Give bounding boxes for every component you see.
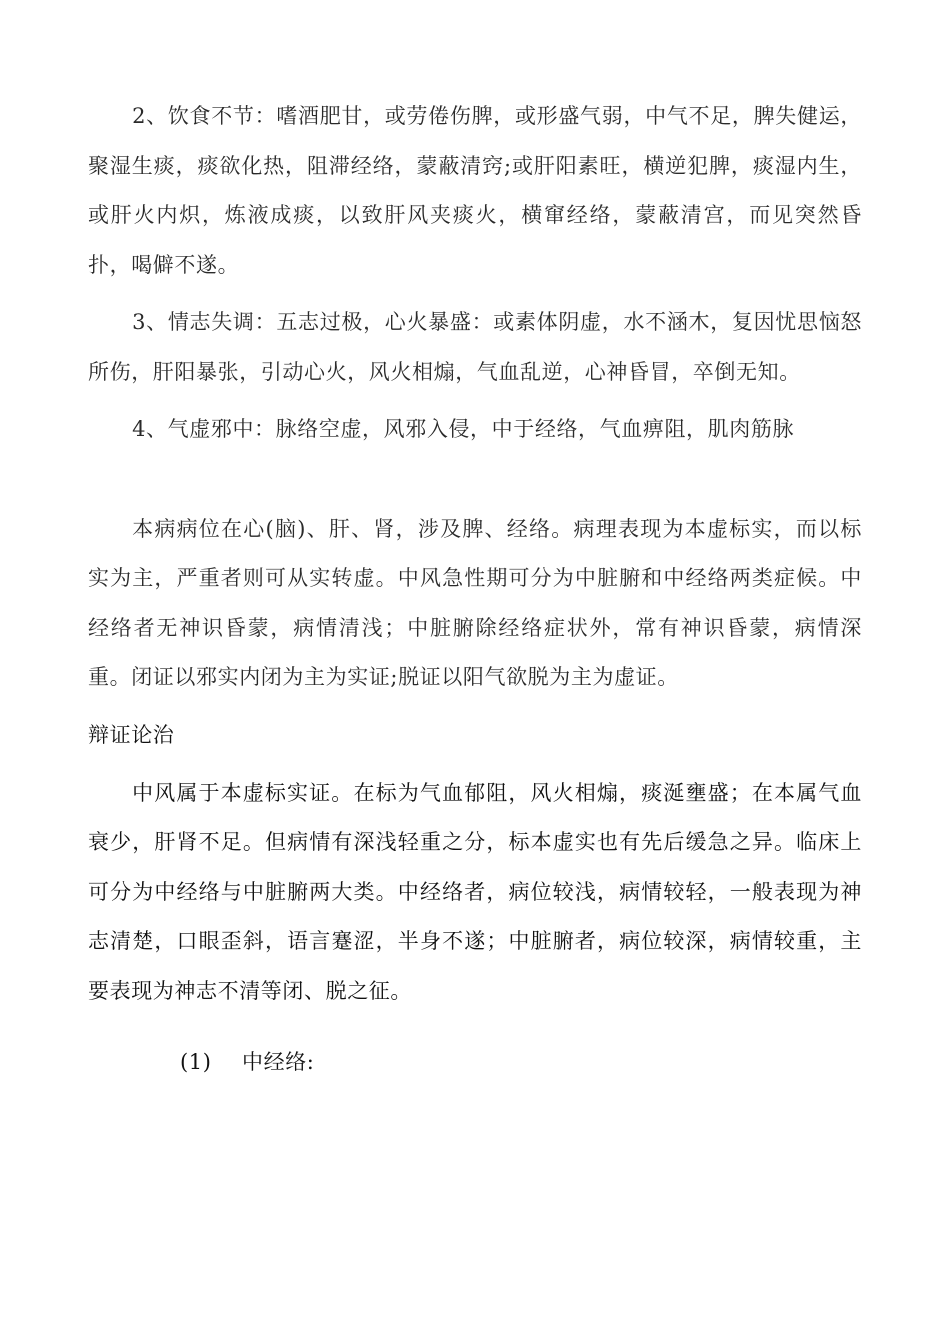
section-heading: 辩证论治 xyxy=(88,722,175,747)
paragraph-emotion: 3、情志失调：五志过极，心火暴盛：或素体阴虚，水不涵木，复因忧思恼怒所伤，肝阳暴张，引动心火，风火相煽，气血乱逆，心神昏冒，卒倒无知。 xyxy=(88,310,862,384)
paragraph-syndrome: 中风属于本虚标实证。在标为气血郁阻，风火相煽，痰涎壅盛；在本属气血衰少，肝肾不足。但病情有深浅轻重之分，标本虚实也有先后缓急之异。临床上可分为中经络与中脏腑两大类。中经络者，病位较浅，病情较轻，一般表现为神志清楚，口眼歪斜，语言蹇涩，半身不遂；中脏腑者，病位较深，病情较重，主要表现为神志不清等闭、脱之征。 xyxy=(88,780,862,1003)
paragraph-diet: 2、饮食不节：嗜酒肥甘，或劳倦伤脾，或形盛气弱，中气不足，脾失健运，聚湿生痰，痰欲化热，阻滞经络，蒙蔽清窍;或肝阳素旺，横逆犯脾，痰湿内生，或肝火内炽，炼液成痰，以致肝风夹痰火，横窜经络，蒙蔽清宫，而见突然昏扑，喝僻不遂。 xyxy=(88,104,862,277)
paragraph-qi-deficiency: 4、气虚邪中：脉络空虚，风邪入侵，中于经络，气血痹阻，肌肉筋脉 xyxy=(132,417,795,441)
paragraph-pathology: 本病病位在心(脑)、肝、肾，涉及脾、经络。病理表现为本虚标实，而以标实为主，严重者则可从实转虚。中风急性期可分为中脏腑和中经络两类症候。中经络者无神识昏蒙，病情清浅；中脏腑除经络症状外，常有神识昏蒙，病情深重。闭证以邪实内闭为主为实证;脱证以阳气欲脱为主为虚证。 xyxy=(88,516,862,689)
document-page xyxy=(88,92,862,1082)
subheading xyxy=(88,1042,862,1082)
subheading-label: 中经络: xyxy=(242,1050,315,1074)
subheading-number: (1) xyxy=(180,1050,212,1074)
